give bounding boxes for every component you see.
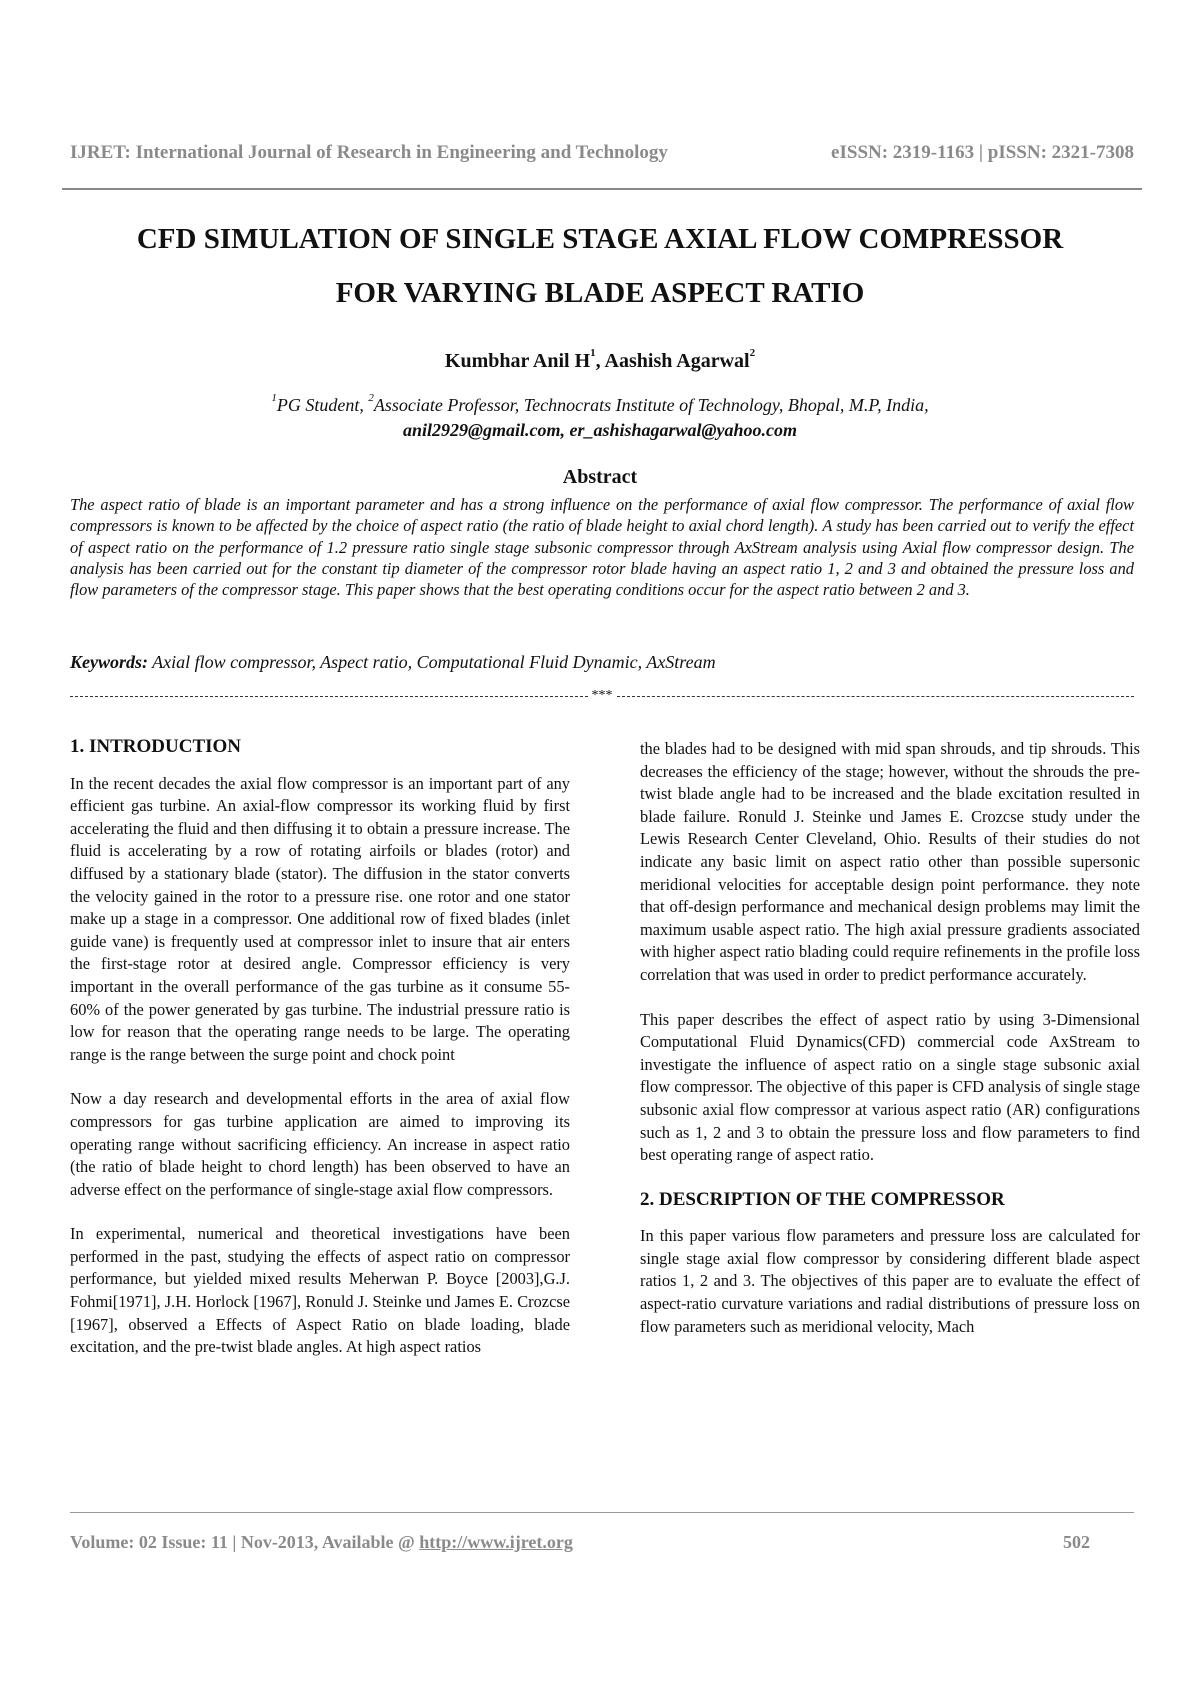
intro-paragraph-4: the blades had to be designed with mid span shrouds, and tip shrouds. This decreases the efficiency of the stage; however, without the shrouds the pre-twist blade angle had to be increased and the blade excitation resulted in blade failure. Ronuld J. Steinke und James E. Crozcse study under the Lewis Research Center Cleveland, Ohio. Results of their studies do not indicate any basic limit on aspect ratio other than possible supersonic meridional velocities for acceptable design point performance. they note that off-design performance and mechanical design problems may limit the maximum usable aspect ratio. The high axial pressure gradients associated with higher aspect ratio blading could require refinements in the profile loss correlation that was used in order to predict performance accurately. [640,739,1140,984]
author-1: Kumbhar Anil H [444,350,591,372]
abstract-heading: Abstract [562,466,638,488]
section-heading-description: 2. DESCRIPTION OF THE COMPRESSOR [640,1188,1005,1210]
title-line-1: CFD SIMULATION OF SINGLE STAGE AXIAL FLOW COMPRESSOR [136,223,1064,255]
author-1-sup: 1 [590,347,596,359]
footer-volume-text: Volume: 02 Issue: 11 | Nov-2013, Available @ [70,1532,420,1552]
affil-sup-2: 2 [368,392,374,404]
author-2: Aashish Agarwal [604,350,750,372]
footer-rule [70,1512,1134,1513]
author-separator: , [595,350,605,372]
keywords-label: Keywords: [70,652,148,672]
keywords [70,652,1134,673]
author-2-sup: 2 [749,347,756,359]
affiliation [0,392,1200,416]
section-separator [70,688,1134,704]
intro-paragraph-5: This paper describes the effect of aspect ratio by using 3-Dimensional Computational Fluid Dynamics(CFD) commercial code AxStream to investigate the influence of aspect ratio on a single stage subsonic axial flow compressor. The objective of this paper is CFD analysis of single stage subsonic axial flow compressor at various aspect ratio (AR) configurations such as 1, 2 and 3 to obtain the pressure loss and flow parameters to find best operating range of aspect ratio. [640,1009,1140,1165]
footer-volume [70,1532,573,1553]
separator-dash-left [70,696,588,697]
author-emails[interactable]: anil2929@gmail.com, er_ashishagarwal@yahoo.com [403,420,797,440]
left-column [70,736,570,1381]
paper-title [40,212,1160,320]
journal-link[interactable]: http://www.ijret.org [419,1532,573,1552]
issn: eISSN: 2319-1163 | pISSN: 2321-7308 [831,142,1134,163]
description-paragraph-1: In this paper various flow parameters and pressure loss are calculated for single stage axial flow compressor by considering different blade aspect ratios 1, 2 and 3. The objectives of this paper are to evaluate the effect of aspect-ratio curvature variations and radial distributions of pressure loss on flow parameters such as meridional velocity, Mach [640,1226,1140,1336]
separator-stars: *** [591,688,613,703]
author-list [0,347,1200,373]
title-line-2: FOR VARYING BLADE ASPECT RATIO [335,277,865,309]
intro-paragraph-3: In experimental, numerical and theoretical investigations have been performed in the past, studying the effects of aspect ratio on compressor performance, but yielded mixed results Meherwan P. Boyce [2003],G.J. Fohmi[1971], J.H. Horlock [1967], Ronuld J. Steinke und James E. Crozcse [1967], observed a Effects of Aspect Ratio on blade loading, blade excitation, and the pre-twist blade angles. At high aspect ratios [70,1224,570,1357]
section-heading-introduction: 1. INTRODUCTION [70,736,242,757]
intro-paragraph-1: In the recent decades the axial flow compressor is an important part of any efficient gas turbine. An axial-flow compressor its working fluid by first accelerating the fluid and then diffusing it to obtain a pressure increase. The fluid is accelerating by a row of rotating airfoils or blades (rotor) and diffused by a stationary blade (stator). The diffusion in the stator converts the velocity gained in the rotor to a pressure rise. one rotor and one stator make up a stage in a compressor. One additional row of fixed blades (inlet guide vane) is frequently used at compressor inlet to insure that air enters the first-stage rotor at desired angle. Compressor efficiency is very important in the overall performance of the gas turbine as it consume 55-60% of the power generated by gas turbine. The industrial pressure ratio is low for reason that the operating range needs to be large. The operating range is the range between the surge point and chock point [70,773,570,1064]
running-header [70,142,1134,164]
abstract-text: The aspect ratio of blade is an important parameter and has a strong influence on the performance of axial flow compressor. The performance of axial flow compressors is known to be affected by the choice of aspect ratio (the ratio of blade height to axial chord length). A study has been carried out to verify the effect of aspect ratio on the performance of 1.2 pressure ratio single stage subsonic compressor through AxStream analysis using Axial flow compressor design. The analysis has been carried out for the constant tip diameter of the compressor rotor blade having an aspect ratio 1, 2 and 3 and obtained the pressure loss and flow parameters of the compressor stage. This paper shows that the best operating conditions occur for the aspect ratio between 2 and 3. [70,495,1134,600]
separator-dash-right [617,696,1135,697]
affil-sup-1: 1 [271,392,277,404]
intro-paragraph-2: Now a day research and developmental efforts in the area of axial flow compressors for gas turbine application are aimed to improving its operating range without sacrificing efficiency. An increase in aspect ratio (the ratio of blade height to chord length) has been observed to have an adverse effect on the performance of single-stage axial flow compressors. [70,1089,570,1199]
affil-part-2: Associate Professor, Technocrats Institute of Technology, Bhopal, M.P, India, [373,395,929,415]
right-column [640,738,1140,1360]
header-rule [62,188,1142,190]
page-number: 502 [1063,1532,1090,1552]
affil-part-1: PG Student, [276,395,369,415]
journal-name: IJRET: International Journal of Research in Engineering and Technology [70,142,668,163]
keywords-text: Axial flow compressor, Aspect ratio, Computational Fluid Dynamic, AxStream [148,652,716,672]
page-footer [70,1532,1090,1553]
